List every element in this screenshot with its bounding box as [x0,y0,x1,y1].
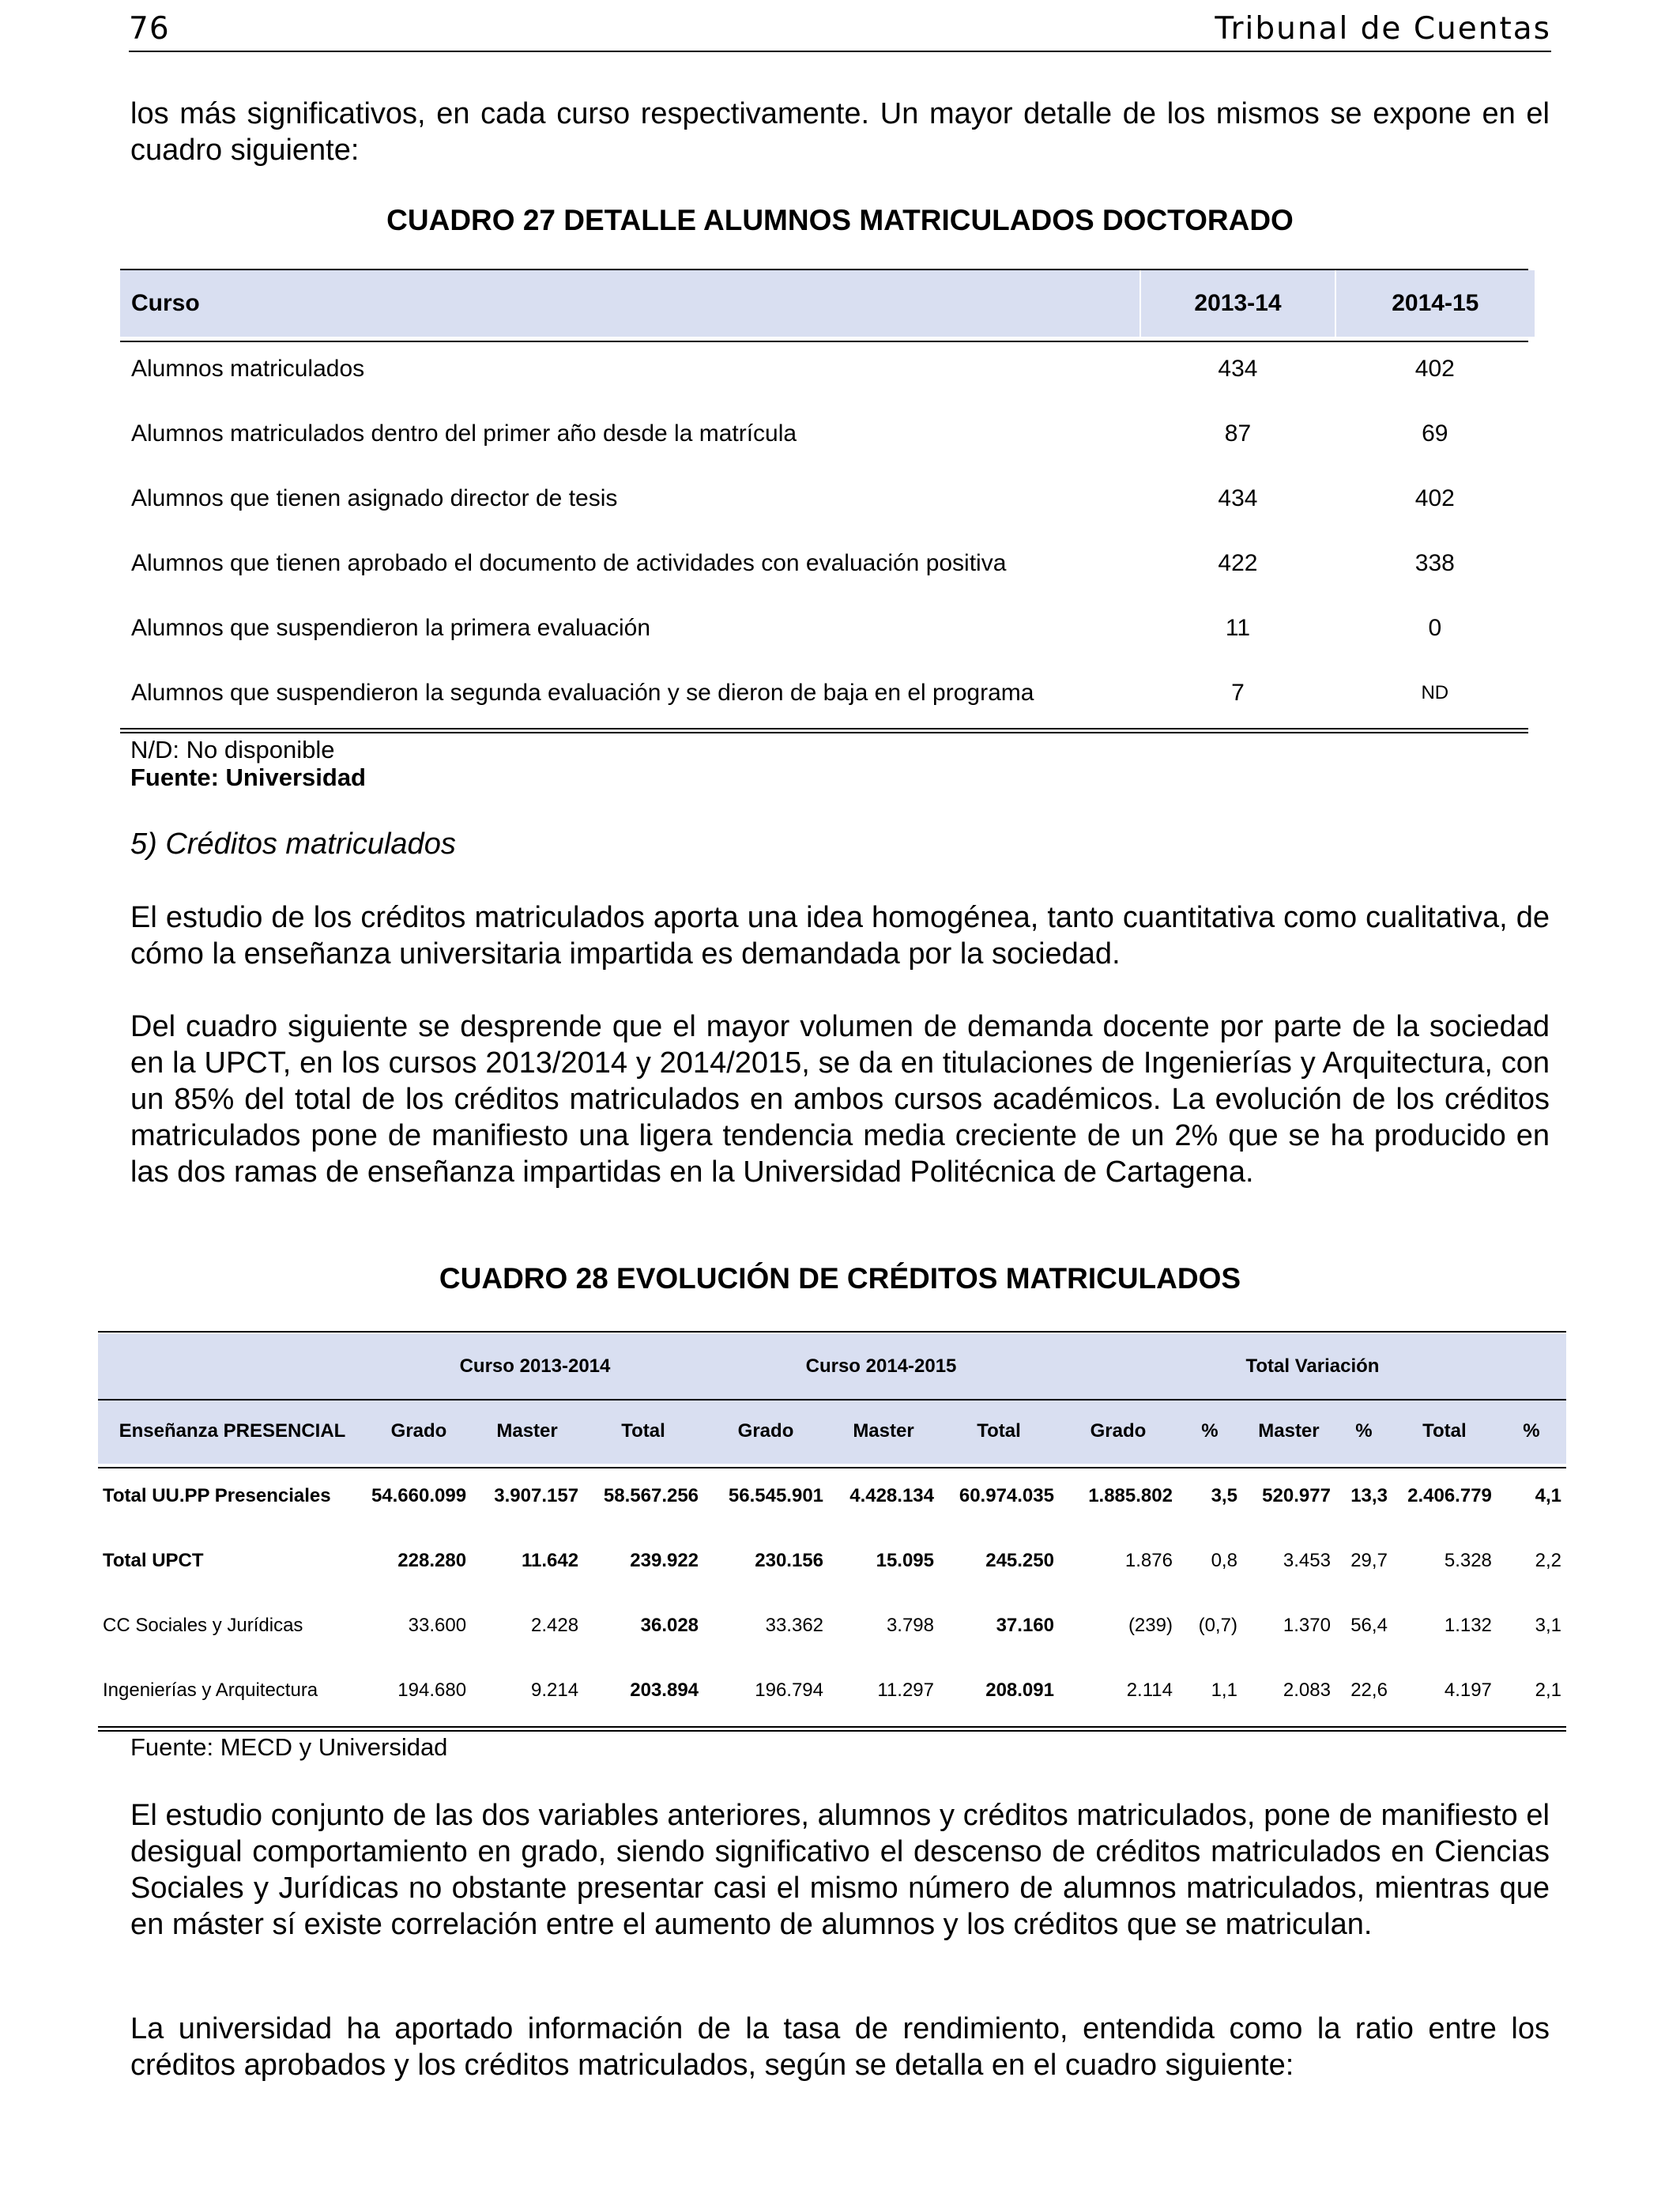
table28 [98,1334,1566,1723]
table28-header-cell: Total [1392,1399,1497,1464]
table-row [120,596,1535,661]
table-cell: 3.798 [886,1615,934,1636]
table27-header-rule [120,341,1528,342]
table-cell: 434 [1218,485,1258,511]
table-cell: 208.091 [985,1679,1054,1701]
table-cell: 203.894 [630,1679,699,1701]
intro-paragraph: los más significativos, en cada curso respectivamente. Un mayor detalle de los mismos se expone en el cuadro siguiente: [130,97,1550,167]
table-cell: 33.600 [408,1615,467,1636]
header-rule [129,51,1551,52]
table-cell: 11.642 [521,1550,579,1571]
table-cell: 434 [1218,356,1258,382]
table-cell: 194.680 [397,1679,467,1701]
table-row [98,1464,1566,1529]
table-cell: 1,1 [1211,1679,1237,1701]
table-cell: 87 [1224,420,1252,447]
table-cell: Total UU.PP Presenciales [103,1485,331,1506]
table-cell: 4,1 [1535,1485,1561,1506]
table-row [120,661,1535,726]
table-cell: 1.876 [1124,1550,1173,1571]
table27-caption: CUADRO 27 DETALLE ALUMNOS MATRICULADOS DOCTORADO [386,204,1294,236]
table-cell: 239.922 [630,1550,699,1571]
table-cell: 0,8 [1211,1550,1237,1571]
table-cell: 22,6 [1350,1679,1388,1701]
table-cell: (0,7) [1198,1615,1237,1636]
table-row [120,401,1535,466]
table28-header-cell: % [1177,1399,1242,1464]
table-cell: 196.794 [755,1679,824,1701]
table-row [98,1593,1566,1658]
table-row [120,531,1535,596]
table28-header-cell: Master [471,1399,583,1464]
table28-header-cell: Grado [1059,1399,1177,1464]
table-cell: CC Sociales y Jurídicas [103,1615,303,1636]
paragraph: El estudio de los créditos matriculados aporta una idea homogénea, tanto cuantitativa como cualitativa, de cómo la enseñanza universitaria impartida es demandada por la sociedad. [130,901,1550,971]
table-cell: 402 [1414,485,1455,511]
table-cell: Alumnos matriculados [131,356,365,382]
table-cell: 58.567.256 [603,1485,699,1506]
table-cell: Alumnos que tienen asignado director de tesis [131,485,618,511]
table27-source: Fuente: Universidad [130,763,366,791]
table28-header-cell: Total [583,1399,703,1464]
table-cell: 0 [1428,615,1442,641]
table28-header-cell: Total [939,1399,1059,1464]
table-cell: ND [1421,682,1449,703]
table-cell: 4.197 [1444,1679,1492,1701]
table28-header-cell: Grado [703,1399,828,1464]
table-cell: 1.132 [1444,1615,1492,1636]
table28-header-cell: Enseñanza PRESENCIAL [98,1399,367,1464]
paragraph: Del cuadro siguiente se desprende que el mayor volumen de demanda docente por parte de la sociedad en la UPCT, en los cursos 2013/2014 y 2014/2015, se da en titulaciones de Ingenierías y Arquitectura, con un 85% del total de los créditos matriculados en ambos cursos académicos. La evolución de los créditos matriculados pone de manifiesto una ligera tendencia media creciente de un 2% que se ha producido en las dos ramas de enseñanza impartidas en la Universidad Politécnica de Cartagena. [130,1010,1550,1189]
table-cell: 520.977 [1262,1485,1331,1506]
table-cell: 3,5 [1211,1485,1237,1506]
table-cell: 1.370 [1283,1615,1331,1636]
table-cell: 60.974.035 [959,1485,1054,1506]
table-row [120,466,1535,531]
table28-header-cell: Master [828,1399,939,1464]
table-cell: 36.028 [640,1615,699,1636]
table28-header-cell: % [1497,1399,1566,1464]
table-cell: Alumnos que tienen aprobado el documento de actividades con evaluación positiva [131,550,1007,576]
table28-header-cell: Master [1242,1399,1335,1464]
table-cell: 11 [1225,615,1251,641]
table-cell: 54.660.099 [371,1485,467,1506]
table-cell: Alumnos que suspendieron la segunda evaluación y se dieron de baja en el programa [131,680,1034,706]
table28-blank-cell [98,1334,367,1399]
table-cell: 228.280 [397,1550,467,1571]
table-cell: 1.885.802 [1088,1485,1173,1506]
table-cell: 3.907.157 [494,1485,579,1506]
table-cell: Alumnos que suspendieron la primera evaluación [131,615,651,641]
table-cell: Total UPCT [103,1550,204,1571]
table28-group-header: Curso 2013-2014 [367,1334,703,1399]
table-row [98,1529,1566,1593]
table-cell: 2,1 [1535,1679,1561,1701]
table28-group-header-row [98,1334,1566,1399]
table28-group-header: Curso 2014-2015 [703,1334,1059,1399]
table28-bottom-rule [98,1726,1566,1732]
table27-bottom-rule [120,728,1528,733]
table28-group-rule [98,1399,1566,1400]
table27 [120,270,1535,726]
table-cell: Alumnos matriculados dentro del primer año desde la matrícula [131,420,797,447]
table27-header-cell: 2013-14 [1140,270,1335,337]
table-cell: 29,7 [1350,1550,1388,1571]
table-cell: 422 [1218,550,1258,576]
table28-header-cell: % [1335,1399,1392,1464]
table-cell: 15.095 [876,1550,934,1571]
table27-header-cell: Curso [120,270,1140,337]
table-cell: 2.083 [1283,1679,1331,1701]
table27-header-cell: 2014-15 [1335,270,1535,337]
page-number: 76 [129,11,170,47]
table-cell: 230.156 [755,1550,824,1571]
table-cell: 3,1 [1535,1615,1561,1636]
table-row [98,1658,1566,1723]
table-cell: 4.428.134 [849,1485,934,1506]
table-cell: 56.545.901 [728,1485,824,1506]
table-cell: (239) [1128,1615,1173,1636]
table-cell: 2,2 [1535,1550,1561,1571]
running-title: Tribunal de Cuentas [1215,11,1551,47]
table-cell: 33.362 [765,1615,824,1636]
table-cell: 13,3 [1350,1485,1388,1506]
table-cell: 245.250 [985,1550,1054,1571]
table-row [120,337,1535,401]
table-cell: 3.453 [1283,1550,1331,1571]
table-cell: 5.328 [1444,1550,1492,1571]
table28-source: Fuente: MECD y Universidad [130,1733,448,1761]
paragraph: El estudio conjunto de las dos variables anteriores, alumnos y créditos matriculados, pone de manifiesto el desigual comportamiento en grado, siendo significativo el descenso de créditos matriculados en Ciencias Sociales y Jurídicas no obstante presentar casi el mismo número de alumnos matriculados, mientras que en máster sí existe correlación entre el aumento de alumnos y los créditos que se matriculan. [130,1799,1550,1941]
table28-header-cell: Grado [367,1399,471,1464]
table-cell: 2.114 [1126,1679,1173,1701]
table-cell: 11.297 [877,1679,934,1701]
paragraph: La universidad ha aportado información de la tasa de rendimiento, entendida como la ratio entre los créditos aprobados y los créditos matriculados, según se detalla en el cuadro siguiente: [130,2012,1550,2082]
section-heading: 5) Créditos matriculados [130,827,456,861]
table27-note: N/D: No disponible [130,736,335,763]
table28-header-row [98,1399,1566,1464]
table28-header-rule [98,1467,1566,1468]
table-cell: 2.428 [530,1615,579,1636]
table-cell: 37.160 [996,1615,1054,1636]
table-cell: 2.406.779 [1407,1485,1492,1506]
table-cell: 9.214 [530,1679,579,1701]
table-cell: 338 [1414,550,1455,576]
table27-header-row [120,270,1535,337]
table28-caption: CUADRO 28 EVOLUCIÓN DE CRÉDITOS MATRICULADOS [439,1262,1241,1295]
table28-group-header: Total Variación [1059,1334,1566,1399]
table-cell: 402 [1414,356,1455,382]
table-cell: Ingenierías y Arquitectura [103,1679,318,1701]
table-cell: 7 [1231,680,1245,706]
table-cell: 69 [1422,420,1448,447]
table-cell: 56,4 [1350,1615,1388,1636]
